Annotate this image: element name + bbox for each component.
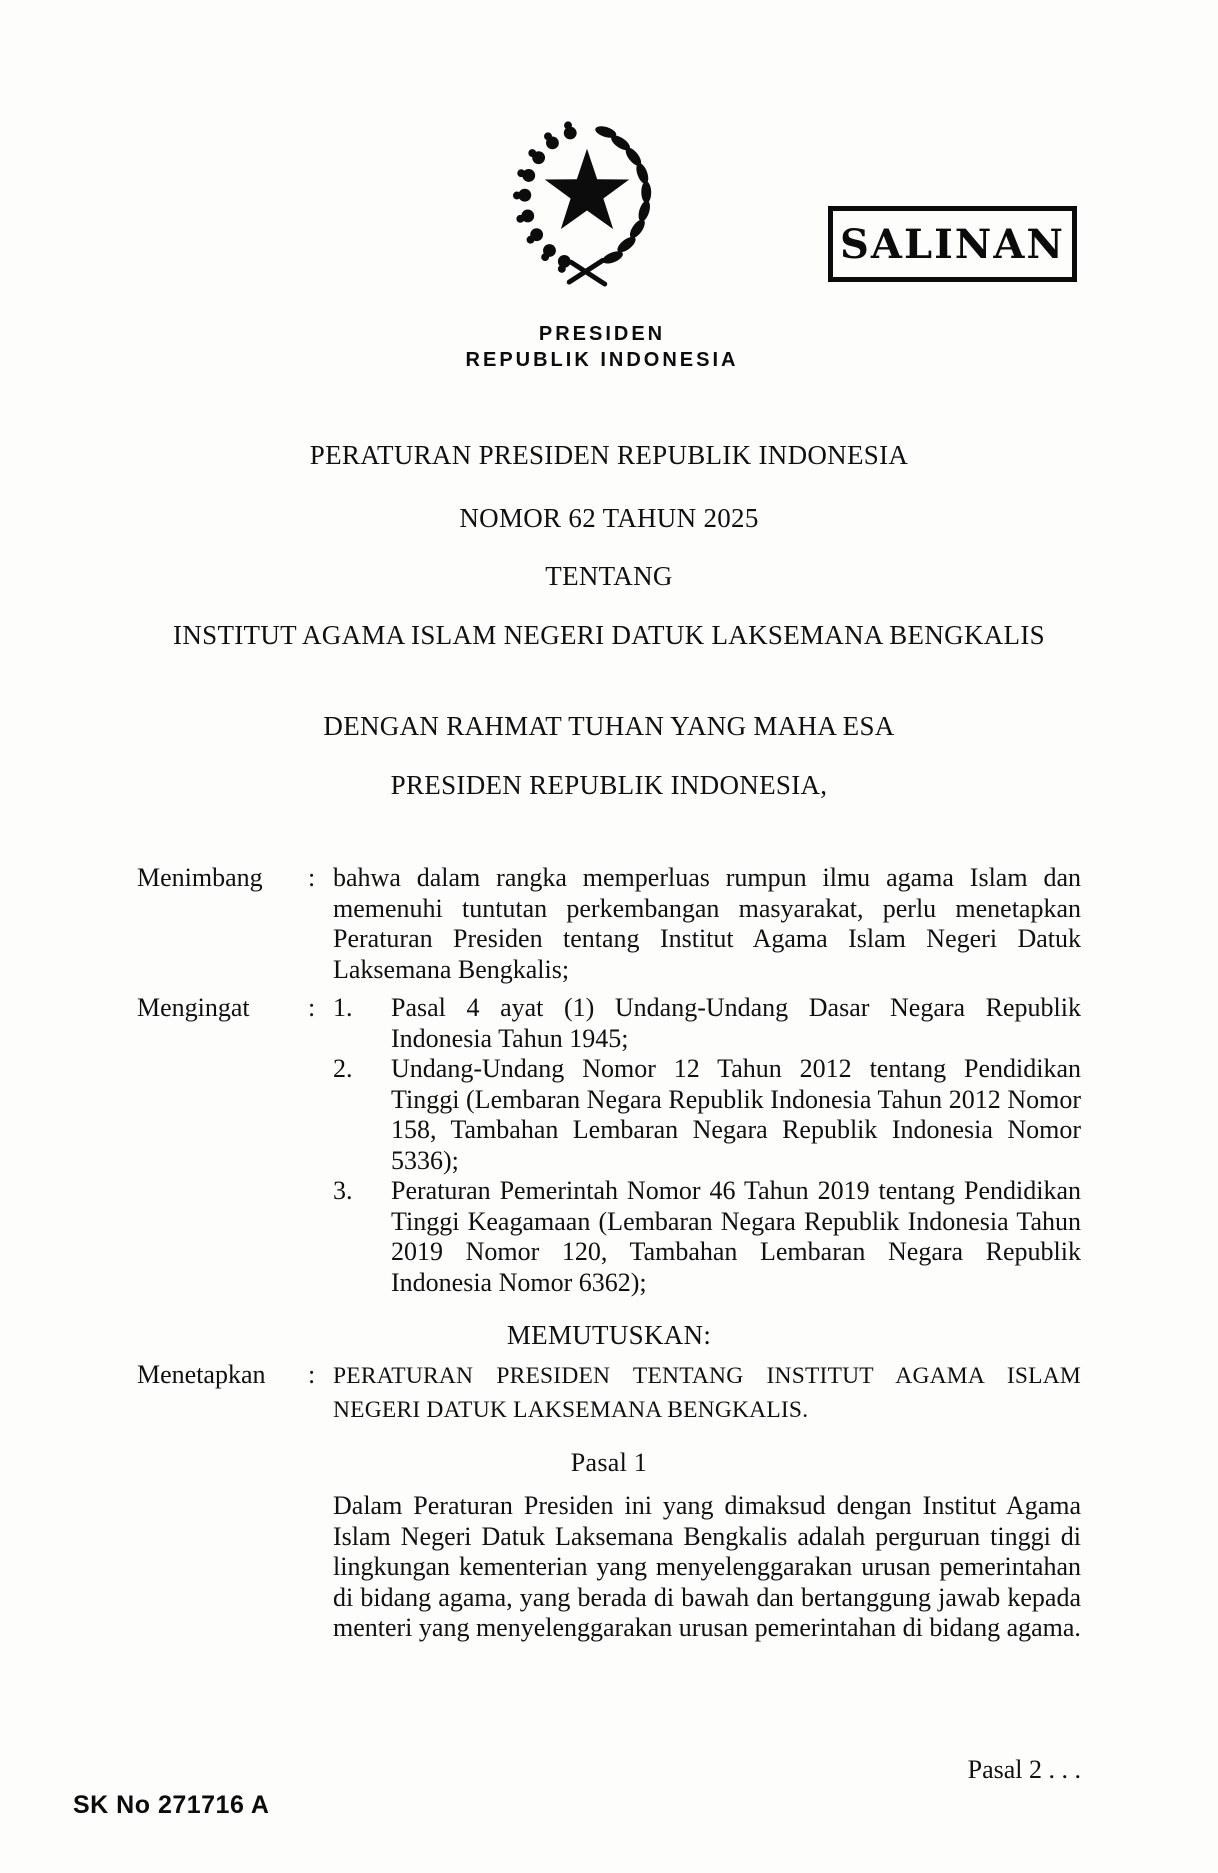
regulation-subject-line: INSTITUT AGAMA ISLAM NEGERI DATUK LAKSEMANA BENGKALIS [173, 620, 1045, 650]
enacting-text: PERATURAN PRESIDEN TENTANG INSTITUT AGAMA ISLAM NEGERI DATUK LAKSEMANA BENGKALIS. [333, 1363, 1081, 1423]
legal-basis-item [333, 993, 1081, 1054]
legal-basis-item [333, 1054, 1081, 1176]
legal-basis-number: 2. [333, 1054, 353, 1083]
salinan-stamp-label: SALINAN [840, 220, 1065, 268]
recalling-label: Mengingat [137, 993, 250, 1022]
enacting-label: Menetapkan [137, 1360, 266, 1389]
legal-basis-number: 1. [333, 993, 353, 1022]
legal-basis-text: Peraturan Pemerintah Nomor 46 Tahun 2019 tentang Pendidikan Tinggi Keagamaan (Lembaran Negara Republik Indonesia Tahun 2019 Nomor 120, Tambahan Lembaran Negara Republik Indonesia Nomor 6362); [391, 1176, 1081, 1297]
invocation-line: DENGAN RAHMAT TUHAN YANG MAHA ESA [323, 711, 895, 741]
sk-control-number: SK No 271716 A [73, 1791, 270, 1819]
considering-text: bahwa dalam rangka memperluas rumpun ilmu agama Islam dan memenuhi tuntutan perkembangan masyarakat, perlu menetapkan Peraturan Presiden tentang Institut Agama Islam Negeri Datuk Laksemana Bengkalis; [333, 863, 1081, 984]
recalling-colon: : [308, 993, 316, 1022]
article-1-body: Dalam Peraturan Presiden ini yang dimaksud dengan Institut Agama Islam Negeri Datuk Laksemana Bengkalis adalah perguruan tinggi di lingkungan kementerian yang menyelenggarakan urusan pemerintahan di bidang agama, yang berada di bawah dan bertanggung jawab kepada menteri yang menyelenggarakan urusan pemerintahan di bidang agama. [333, 1491, 1081, 1642]
letterhead [402, 321, 802, 373]
legal-basis-text: Undang-Undang Nomor 12 Tahun 2012 tentang Pendidikan Tinggi (Lembaran Negara Republik Indonesia Tahun 2012 Nomor 158, Tambahan Lembaran Negara Republik Indonesia Nomor 5336); [391, 1054, 1081, 1175]
legal-basis-text: Pasal 4 ayat (1) Undang-Undang Dasar Negara Republik Indonesia Tahun 1945; [391, 993, 1081, 1053]
article-1-heading: Pasal 1 [570, 1448, 648, 1477]
letterhead-line-presiden: PRESIDEN [538, 323, 666, 345]
authority-line: PRESIDEN REPUBLIK INDONESIA, [390, 770, 828, 800]
emblem-graphic [508, 112, 666, 310]
enacting-clause [137, 1360, 1081, 1428]
legal-basis-item [333, 1176, 1081, 1298]
presidential-star-wreath-emblem [508, 112, 666, 310]
next-page-catchword: Pasal 2 . . . [967, 1755, 1081, 1784]
considering-clause [137, 863, 1081, 985]
considering-label: Menimbang [137, 863, 263, 892]
recalling-list [333, 993, 1081, 1298]
salinan-stamp-box [828, 206, 1077, 282]
regulation-tentang-line: TENTANG [545, 561, 673, 591]
recalling-clause [137, 993, 1081, 1298]
regulation-title-line1: PERATURAN PRESIDEN REPUBLIK INDONESIA [309, 440, 909, 470]
legal-basis-number: 3. [333, 1176, 353, 1205]
decision-heading: MEMUTUSKAN: [506, 1320, 712, 1350]
considering-colon: : [308, 863, 316, 892]
letterhead-line-republik-indonesia: REPUBLIK INDONESIA [465, 349, 739, 371]
regulation-number-line: NOMOR 62 TAHUN 2025 [459, 503, 759, 533]
enacting-colon: : [308, 1360, 316, 1389]
